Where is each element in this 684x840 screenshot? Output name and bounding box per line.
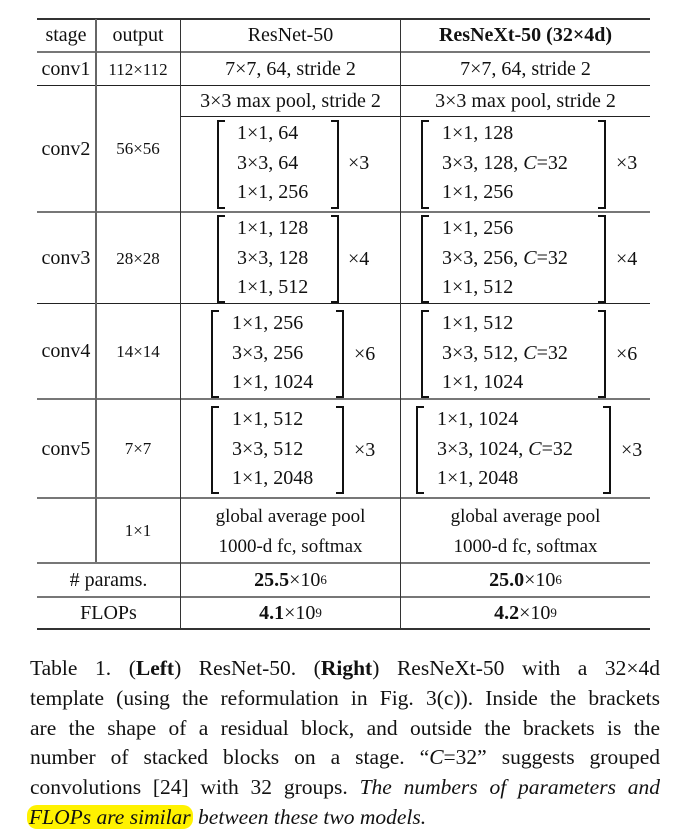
caption-bold: Right	[320, 656, 373, 680]
caption-text: convolutions [24] with 32 groups.	[30, 775, 360, 800]
repeat-count: ×3	[616, 152, 638, 174]
caption-italic: The numbers of parameters and	[359, 775, 660, 800]
caption-line	[30, 773, 660, 803]
caption-text: =32” suggests grouped	[443, 745, 660, 770]
table-caption	[30, 654, 660, 833]
output-conv1: 112×112	[108, 59, 168, 79]
resnet-global-pool: global average pool	[215, 505, 366, 527]
block-lines	[232, 405, 313, 494]
block-line: 1×1, 128	[237, 217, 309, 239]
resnext-global-pool: global average pool	[450, 505, 601, 527]
block-lines	[442, 119, 568, 208]
bracket-left	[421, 215, 429, 303]
stage-conv1: conv1	[41, 58, 91, 80]
bracket-right	[598, 120, 606, 209]
block-lines	[442, 214, 568, 303]
output-conv2: 56×56	[116, 139, 160, 158]
value-base: 4.1	[259, 601, 285, 624]
bracket-left	[211, 310, 219, 398]
resnet-params: 25.5 ×10 6	[254, 569, 327, 591]
stage-conv2: conv2	[41, 137, 91, 160]
block-lines	[232, 309, 313, 398]
bracket-right	[331, 120, 339, 209]
header-stage: stage	[45, 24, 87, 46]
block-line: 1×1, 256	[237, 181, 309, 203]
output-conv3: 28×28	[116, 248, 160, 268]
block-line	[442, 149, 568, 179]
cardinality-eq: =32	[536, 151, 568, 174]
caption-text: ) ResNeXt-50 with a 32×4d	[372, 656, 660, 680]
output-conv4: 14×14	[116, 341, 160, 361]
block-line-text: 3×3, 512,	[442, 341, 524, 364]
block-line: 1×1, 128	[442, 122, 514, 144]
cardinality-var: C	[523, 246, 537, 269]
caption-bold: Left	[135, 656, 175, 680]
stage-conv5: conv5	[41, 437, 91, 460]
cardinality-eq: =32	[541, 437, 573, 460]
stage-final	[37, 499, 95, 562]
bracket-right	[603, 406, 611, 494]
block-line-text: 3×3, 1024,	[437, 437, 529, 460]
header-output: output	[112, 24, 164, 46]
block-line: 1×1, 1024	[437, 408, 519, 430]
value-times: ×10	[524, 569, 556, 591]
value-base: 25.5	[254, 569, 290, 591]
bracket-left	[217, 120, 225, 209]
caption-italic: C	[429, 745, 444, 770]
block-line-text: 3×3, 128,	[442, 151, 524, 174]
block-line: 3×3, 512	[232, 437, 304, 460]
block-lines	[237, 119, 308, 208]
repeat-count: ×3	[354, 439, 376, 461]
repeat-count: ×3	[621, 439, 643, 461]
stage-conv3: conv3	[41, 247, 91, 269]
resnet-flops: 4.1 ×10 9	[259, 601, 322, 624]
header-resnet: ResNet-50	[247, 24, 334, 46]
caption-line: are the shape of a residual block, and outside the brackets is the	[30, 715, 660, 740]
cardinality-var: C	[523, 341, 537, 364]
block-line: 3×3, 256	[232, 341, 304, 364]
bracket-right	[336, 406, 344, 494]
pool-rule	[180, 116, 650, 117]
block-line-text: 3×3, 256,	[442, 246, 524, 269]
repeat-count: ×6	[354, 343, 376, 365]
table-bottom-rule	[37, 628, 650, 630]
block-line: 1×1, 1024	[232, 371, 314, 393]
bracket-left	[217, 215, 225, 303]
cardinality-eq: =32	[536, 246, 568, 269]
block-line	[437, 435, 573, 465]
header-resnext: ResNeXt-50 (32×4d)	[438, 24, 613, 46]
block-line	[442, 339, 568, 369]
block-line: 1×1, 512	[232, 408, 304, 430]
value-times: ×10	[284, 601, 316, 624]
highlighted-text: FLOPs are similar	[29, 804, 191, 829]
bracket-right	[331, 215, 339, 303]
cardinality-var: C	[523, 151, 537, 174]
repeat-count: ×6	[616, 343, 638, 365]
bracket-right	[336, 310, 344, 398]
stage-conv4: conv4	[41, 340, 91, 362]
block-lines	[237, 214, 308, 303]
resnet-maxpool: 3×3 max pool, stride 2	[200, 90, 381, 112]
block-line: 1×1, 64	[237, 122, 299, 144]
caption-text: Table 1. (	[30, 656, 136, 680]
resnext-maxpool: 3×3 max pool, stride 2	[435, 90, 616, 112]
block-line: 1×1, 1024	[442, 371, 524, 393]
repeat-count: ×4	[616, 248, 638, 270]
block-lines	[437, 405, 573, 494]
cardinality-var: C	[528, 437, 542, 460]
value-base: 25.0	[489, 569, 525, 591]
flops-label: FLOPs	[80, 601, 137, 624]
value-base: 4.2	[494, 601, 520, 624]
resnet-conv1: 7×7, 64, stride 2	[225, 58, 356, 80]
caption-line: template (using the reformulation in Fig. 3(c)). Inside the brackets	[30, 685, 660, 710]
repeat-count: ×4	[348, 248, 370, 270]
caption-line	[30, 803, 660, 833]
value-times: ×10	[519, 601, 551, 624]
block-line: 1×1, 256	[442, 181, 514, 203]
bracket-right	[598, 215, 606, 303]
resnet-fc-softmax: 1000-d fc, softmax	[218, 535, 363, 557]
bracket-left	[421, 120, 429, 209]
caption-text: number of stacked blocks on a stage. “	[30, 745, 430, 770]
block-line: 1×1, 256	[232, 312, 304, 334]
block-line: 1×1, 2048	[232, 467, 314, 489]
bracket-right	[598, 310, 606, 398]
resnext-conv1: 7×7, 64, stride 2	[460, 58, 591, 80]
resnext-flops: 4.2 ×10 9	[494, 601, 557, 624]
resnext-params: 25.0 ×10 6	[489, 569, 562, 591]
block-line: 1×1, 2048	[437, 467, 519, 489]
resnext-fc-softmax: 1000-d fc, softmax	[453, 535, 598, 557]
caption-italic: between these two models.	[192, 804, 427, 829]
params-label: # params.	[69, 569, 148, 591]
caption-text: ) ResNet-50. (	[174, 656, 321, 680]
caption-line	[30, 743, 660, 773]
block-line: 1×1, 256	[442, 217, 514, 239]
bracket-left	[211, 406, 219, 494]
output-final: 1×1	[124, 521, 152, 540]
value-times: ×10	[289, 569, 321, 591]
block-line	[442, 244, 568, 274]
block-lines	[442, 309, 568, 398]
caption-line	[30, 654, 660, 684]
block-line: 1×1, 512	[442, 312, 514, 334]
block-line: 1×1, 512	[442, 276, 514, 298]
repeat-count: ×3	[348, 152, 370, 174]
cardinality-eq: =32	[536, 341, 568, 364]
block-line: 1×1, 512	[237, 276, 309, 298]
block-line: 3×3, 128	[237, 246, 309, 269]
bracket-left	[421, 310, 429, 398]
bracket-left	[416, 406, 424, 494]
block-line: 3×3, 64	[237, 151, 299, 174]
output-conv5: 7×7	[124, 439, 152, 458]
